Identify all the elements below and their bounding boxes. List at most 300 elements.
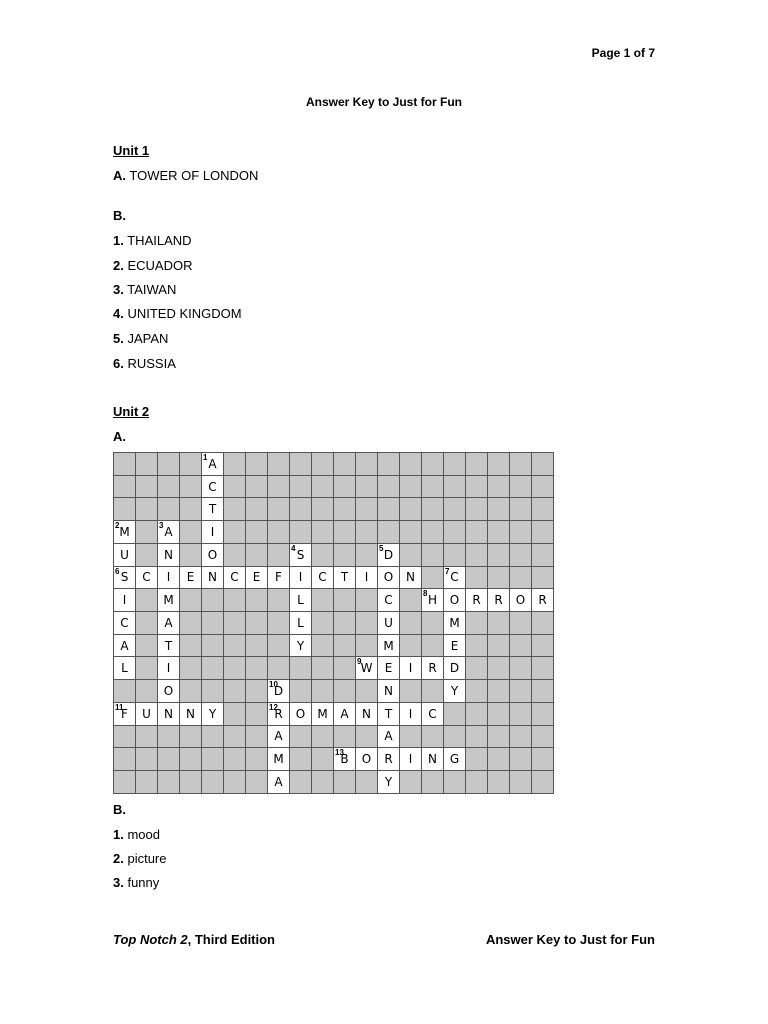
- crossword-blank-cell: [136, 521, 158, 544]
- book-edition: , Third Edition: [187, 932, 276, 947]
- crossword-letter: O: [295, 706, 306, 721]
- crossword-blank-cell: [532, 748, 554, 771]
- crossword-blank-cell: [136, 612, 158, 635]
- item-number: 1.: [113, 827, 124, 842]
- crossword-blank-cell: [312, 589, 334, 612]
- crossword-letter-cell: [268, 771, 290, 794]
- crossword-blank-cell: [356, 612, 378, 635]
- item-text: picture: [127, 851, 167, 866]
- crossword-letter-cell: [378, 703, 400, 726]
- crossword-letter: D: [449, 661, 460, 676]
- crossword-letter-cell: [378, 748, 400, 771]
- crossword-blank-cell: [422, 521, 444, 544]
- crossword-blank-cell: [180, 748, 202, 771]
- crossword-letter: I: [122, 593, 127, 608]
- crossword-blank-cell: [466, 657, 488, 680]
- crossword-blank-cell: [136, 453, 158, 476]
- unit1-a-label: A.: [113, 168, 126, 183]
- crossword-letter-cell: [422, 589, 444, 612]
- crossword-blank-cell: [488, 657, 510, 680]
- crossword-blank-cell: [400, 589, 422, 612]
- crossword-blank-cell: [136, 726, 158, 749]
- crossword-blank-cell: [444, 453, 466, 476]
- crossword-letter-cell: [378, 612, 400, 635]
- crossword-blank-cell: [466, 635, 488, 658]
- crossword-letter: A: [340, 706, 349, 721]
- crossword-blank-cell: [356, 635, 378, 658]
- crossword-letter-cell: [114, 635, 136, 658]
- crossword-letter-cell: [334, 703, 356, 726]
- crossword-letter: I: [408, 706, 413, 721]
- crossword-blank-cell: [510, 680, 532, 703]
- crossword-letter: I: [364, 570, 369, 585]
- crossword-letter: C: [450, 570, 459, 585]
- crossword-blank-cell: [224, 657, 246, 680]
- crossword-blank-cell: [356, 498, 378, 521]
- crossword-blank-cell: [136, 589, 158, 612]
- crossword-blank-cell: [158, 498, 180, 521]
- crossword-blank-cell: [488, 521, 510, 544]
- crossword-letter-cell: [378, 567, 400, 590]
- crossword-letter-cell: [114, 612, 136, 635]
- crossword-letter-cell: [290, 703, 312, 726]
- crossword-blank-cell: [114, 726, 136, 749]
- crossword-blank-cell: [136, 476, 158, 499]
- crossword-blank-cell: [114, 771, 136, 794]
- crossword-blank-cell: [224, 521, 246, 544]
- crossword-letter-cell: [158, 521, 180, 544]
- crossword-blank-cell: [532, 567, 554, 590]
- crossword-blank-cell: [312, 521, 334, 544]
- crossword-letter: I: [408, 661, 413, 676]
- crossword-blank-cell: [246, 635, 268, 658]
- crossword-letter: B: [340, 752, 349, 767]
- crossword-letter: Y: [208, 706, 217, 721]
- crossword-blank-cell: [488, 635, 510, 658]
- unit2-b-item: [113, 827, 160, 842]
- crossword-blank-cell: [334, 657, 356, 680]
- crossword-blank-cell: [246, 453, 268, 476]
- crossword-blank-cell: [268, 657, 290, 680]
- crossword-letter: A: [384, 729, 393, 744]
- crossword-letter: N: [384, 684, 393, 699]
- crossword-blank-cell: [136, 771, 158, 794]
- crossword-letter-cell: [312, 567, 334, 590]
- crossword-blank-cell: [180, 635, 202, 658]
- crossword-blank-cell: [356, 476, 378, 499]
- crossword-blank-cell: [246, 726, 268, 749]
- crossword-blank-cell: [356, 589, 378, 612]
- crossword-letter-cell: [290, 544, 312, 567]
- crossword-blank-cell: [180, 521, 202, 544]
- crossword-blank-cell: [422, 544, 444, 567]
- crossword-letter: N: [164, 706, 173, 721]
- crossword-blank-cell: [356, 521, 378, 544]
- crossword-blank-cell: [400, 726, 422, 749]
- crossword-letter-cell: [444, 680, 466, 703]
- crossword-blank-cell: [400, 680, 422, 703]
- crossword-letter-cell: [114, 544, 136, 567]
- crossword-letter: M: [383, 638, 394, 653]
- crossword-blank-cell: [180, 453, 202, 476]
- crossword-blank-cell: [180, 498, 202, 521]
- crossword-letter: I: [210, 525, 215, 540]
- crossword-blank-cell: [268, 544, 290, 567]
- crossword-blank-cell: [356, 771, 378, 794]
- footer-book-title: [113, 932, 275, 947]
- item-text: RUSSIA: [127, 356, 176, 371]
- crossword-letter: I: [408, 752, 413, 767]
- crossword-blank-cell: [532, 521, 554, 544]
- crossword-letter-cell: [158, 635, 180, 658]
- crossword-letter-cell: [356, 748, 378, 771]
- crossword-letter-cell: [444, 567, 466, 590]
- crossword-letter: C: [428, 706, 437, 721]
- crossword-letter-cell: [378, 657, 400, 680]
- crossword-blank-cell: [290, 453, 312, 476]
- crossword-letter: E: [252, 570, 261, 585]
- crossword-letter: C: [318, 570, 327, 585]
- crossword-letter-cell: [158, 680, 180, 703]
- document-title: Answer Key to Just for Fun: [305, 95, 463, 109]
- crossword-letter: C: [120, 615, 129, 630]
- crossword-blank-cell: [356, 726, 378, 749]
- crossword-blank-cell: [158, 771, 180, 794]
- item-number: 3.: [113, 282, 124, 297]
- crossword-letter-cell: [444, 589, 466, 612]
- page-number: Page 1 of 7: [591, 46, 655, 60]
- crossword-blank-cell: [510, 748, 532, 771]
- crossword-blank-cell: [488, 567, 510, 590]
- clue-number: 7: [445, 566, 450, 576]
- unit2-a-label: A.: [113, 429, 126, 444]
- crossword-letter: L: [297, 593, 304, 608]
- crossword-blank-cell: [158, 748, 180, 771]
- crossword-blank-cell: [224, 589, 246, 612]
- crossword-blank-cell: [422, 476, 444, 499]
- crossword-letter: C: [384, 593, 393, 608]
- item-text: UNITED KINGDOM: [127, 306, 242, 321]
- crossword-blank-cell: [202, 657, 224, 680]
- crossword-blank-cell: [334, 544, 356, 567]
- crossword-blank-cell: [466, 521, 488, 544]
- crossword-letter: R: [472, 593, 481, 608]
- item-number: 6.: [113, 356, 124, 371]
- crossword-letter-cell: [224, 567, 246, 590]
- crossword-blank-cell: [400, 521, 422, 544]
- crossword-blank-cell: [510, 703, 532, 726]
- crossword-blank-cell: [466, 453, 488, 476]
- crossword-blank-cell: [312, 635, 334, 658]
- crossword-blank-cell: [488, 612, 510, 635]
- crossword-blank-cell: [246, 521, 268, 544]
- crossword-blank-cell: [180, 612, 202, 635]
- crossword-blank-cell: [422, 567, 444, 590]
- crossword-letter: N: [428, 752, 437, 767]
- crossword-blank-cell: [400, 476, 422, 499]
- crossword-blank-cell: [246, 498, 268, 521]
- crossword-letter-cell: [114, 567, 136, 590]
- crossword-letter: A: [274, 729, 283, 744]
- crossword-blank-cell: [510, 544, 532, 567]
- crossword-letter-cell: [422, 703, 444, 726]
- clue-number: 6: [115, 566, 120, 576]
- crossword-letter: R: [274, 706, 283, 721]
- crossword-blank-cell: [290, 771, 312, 794]
- crossword-blank-cell: [510, 567, 532, 590]
- crossword-letter-cell: [180, 567, 202, 590]
- unit1-b-label: B.: [113, 208, 126, 223]
- crossword-blank-cell: [224, 453, 246, 476]
- crossword-blank-cell: [532, 657, 554, 680]
- crossword-letter: M: [273, 752, 284, 767]
- crossword-blank-cell: [290, 748, 312, 771]
- crossword-blank-cell: [532, 544, 554, 567]
- crossword-letter-cell: [158, 567, 180, 590]
- crossword-letter: N: [208, 570, 217, 585]
- crossword-blank-cell: [466, 544, 488, 567]
- crossword-blank-cell: [334, 680, 356, 703]
- crossword-blank-cell: [246, 680, 268, 703]
- crossword-letter: L: [297, 615, 304, 630]
- crossword-letter-cell: [356, 657, 378, 680]
- crossword-blank-cell: [444, 498, 466, 521]
- crossword-blank-cell: [400, 498, 422, 521]
- crossword-letter-cell: [202, 498, 224, 521]
- crossword-letter: O: [383, 570, 394, 585]
- crossword-blank-cell: [202, 748, 224, 771]
- crossword-blank-cell: [290, 498, 312, 521]
- crossword-letter: A: [274, 774, 283, 789]
- crossword-blank-cell: [378, 521, 400, 544]
- crossword-blank-cell: [180, 726, 202, 749]
- crossword-letter: D: [383, 547, 394, 562]
- crossword-letter: L: [121, 661, 128, 676]
- crossword-letter-cell: [510, 589, 532, 612]
- crossword-blank-cell: [488, 703, 510, 726]
- crossword-blank-cell: [268, 476, 290, 499]
- crossword-letter-cell: [268, 567, 290, 590]
- crossword-blank-cell: [378, 498, 400, 521]
- crossword-blank-cell: [488, 726, 510, 749]
- unit1-b-item: [113, 306, 242, 321]
- crossword-letter-cell: [444, 657, 466, 680]
- crossword-blank-cell: [290, 657, 312, 680]
- crossword-letter: E: [186, 570, 195, 585]
- crossword-letter-cell: [422, 748, 444, 771]
- unit1-heading: Unit 1: [113, 143, 150, 158]
- crossword-blank-cell: [246, 612, 268, 635]
- crossword-blank-cell: [136, 657, 158, 680]
- crossword-letter: A: [164, 525, 173, 540]
- crossword-letter: F: [121, 706, 128, 721]
- crossword-letter-cell: [202, 703, 224, 726]
- crossword-blank-cell: [224, 748, 246, 771]
- crossword-blank-cell: [334, 589, 356, 612]
- clue-number: 8: [423, 589, 428, 599]
- item-number: 1.: [113, 233, 124, 248]
- crossword-blank-cell: [444, 521, 466, 544]
- clue-number: 10: [269, 680, 278, 690]
- crossword-letter: C: [230, 570, 239, 585]
- crossword-letter: O: [515, 593, 526, 608]
- crossword-letter: U: [142, 706, 151, 721]
- crossword-blank-cell: [224, 544, 246, 567]
- crossword-letter: R: [494, 593, 503, 608]
- crossword-letter-cell: [268, 703, 290, 726]
- crossword-blank-cell: [510, 521, 532, 544]
- clue-number: 4: [291, 543, 296, 553]
- crossword-blank-cell: [224, 612, 246, 635]
- crossword-blank-cell: [334, 476, 356, 499]
- crossword-letter: O: [361, 752, 372, 767]
- crossword-blank-cell: [510, 612, 532, 635]
- item-text: THAILAND: [127, 233, 192, 248]
- item-number: 5.: [113, 331, 124, 346]
- crossword-letter-cell: [246, 567, 268, 590]
- crossword-blank-cell: [290, 680, 312, 703]
- crossword-blank-cell: [312, 453, 334, 476]
- crossword-blank-cell: [312, 748, 334, 771]
- clue-number: 9: [357, 657, 362, 667]
- unit1-b-item: [113, 282, 176, 297]
- crossword-blank-cell: [114, 453, 136, 476]
- crossword-blank-cell: [400, 635, 422, 658]
- crossword-letter-cell: [136, 567, 158, 590]
- crossword-letter-cell: [290, 612, 312, 635]
- crossword-blank-cell: [180, 680, 202, 703]
- crossword-blank-cell: [114, 476, 136, 499]
- crossword-letter-cell: [202, 544, 224, 567]
- crossword-letter: E: [450, 638, 459, 653]
- crossword-letter: N: [186, 706, 195, 721]
- crossword-blank-cell: [224, 476, 246, 499]
- item-text: JAPAN: [127, 331, 169, 346]
- crossword-blank-cell: [312, 476, 334, 499]
- crossword-blank-cell: [488, 498, 510, 521]
- crossword-letter-cell: [114, 589, 136, 612]
- crossword-blank-cell: [422, 680, 444, 703]
- crossword-letter: U: [384, 615, 393, 630]
- crossword-blank-cell: [400, 453, 422, 476]
- crossword-letter: G: [449, 752, 460, 767]
- crossword-letter: T: [340, 570, 349, 585]
- crossword-blank-cell: [224, 635, 246, 658]
- crossword-letter-cell: [202, 453, 224, 476]
- crossword-blank-cell: [466, 748, 488, 771]
- crossword-blank-cell: [488, 544, 510, 567]
- crossword-letter: N: [406, 570, 415, 585]
- crossword-blank-cell: [246, 703, 268, 726]
- item-text: funny: [127, 875, 160, 890]
- crossword-letter: Y: [296, 638, 305, 653]
- crossword-blank-cell: [180, 544, 202, 567]
- crossword-letter-cell: [444, 748, 466, 771]
- crossword-letter: Y: [384, 774, 393, 789]
- crossword-blank-cell: [400, 544, 422, 567]
- crossword-blank-cell: [466, 476, 488, 499]
- crossword-blank-cell: [202, 726, 224, 749]
- crossword-blank-cell: [268, 453, 290, 476]
- crossword-letter: A: [120, 638, 129, 653]
- crossword-blank-cell: [532, 498, 554, 521]
- crossword-letter-cell: [180, 703, 202, 726]
- book-title: Top Notch 2: [113, 932, 188, 947]
- crossword-letter: O: [163, 684, 174, 699]
- crossword-blank-cell: [180, 771, 202, 794]
- item-text: mood: [127, 827, 160, 842]
- crossword-blank-cell: [312, 544, 334, 567]
- crossword-blank-cell: [532, 726, 554, 749]
- crossword-blank-cell: [532, 612, 554, 635]
- crossword-letter-cell: [400, 703, 422, 726]
- crossword-letter-cell: [158, 544, 180, 567]
- crossword-letter: C: [142, 570, 151, 585]
- crossword-blank-cell: [444, 544, 466, 567]
- crossword-blank-cell: [444, 771, 466, 794]
- crossword-blank-cell: [510, 476, 532, 499]
- crossword-blank-cell: [532, 771, 554, 794]
- crossword-letter-cell: [444, 612, 466, 635]
- crossword-blank-cell: [466, 498, 488, 521]
- crossword-letter: T: [384, 706, 393, 721]
- crossword-blank-cell: [268, 589, 290, 612]
- crossword-blank-cell: [158, 726, 180, 749]
- crossword-blank-cell: [268, 498, 290, 521]
- crossword-blank-cell: [246, 589, 268, 612]
- crossword-letter-cell: [136, 703, 158, 726]
- unit2-heading: Unit 2: [113, 404, 150, 419]
- crossword-blank-cell: [180, 476, 202, 499]
- unit2-b-item: [113, 875, 159, 890]
- crossword-letter-cell: [158, 612, 180, 635]
- crossword-blank-cell: [532, 635, 554, 658]
- crossword-blank-cell: [246, 748, 268, 771]
- crossword-letter: S: [120, 570, 129, 585]
- crossword-blank-cell: [246, 544, 268, 567]
- crossword-blank-cell: [422, 726, 444, 749]
- crossword-letter-cell: [378, 589, 400, 612]
- crossword-blank-cell: [114, 748, 136, 771]
- crossword-letter: A: [208, 456, 217, 471]
- crossword-blank-cell: [356, 544, 378, 567]
- crossword-blank-cell: [312, 726, 334, 749]
- crossword-blank-cell: [510, 771, 532, 794]
- unit2-b-label: B.: [113, 802, 126, 817]
- crossword-letter-cell: [422, 657, 444, 680]
- crossword-letter: M: [163, 593, 174, 608]
- crossword-blank-cell: [136, 635, 158, 658]
- crossword-letter-cell: [356, 567, 378, 590]
- item-text: ECUADOR: [127, 258, 193, 273]
- crossword-letter: I: [166, 661, 171, 676]
- crossword-letter: T: [208, 502, 217, 517]
- clue-number: 11: [115, 702, 124, 712]
- crossword-blank-cell: [422, 635, 444, 658]
- crossword-blank-cell: [488, 748, 510, 771]
- crossword-blank-cell: [422, 453, 444, 476]
- unit1-a-text: TOWER OF LONDON: [129, 168, 259, 183]
- unit1-b-item: [113, 356, 176, 371]
- unit1-b-item: [113, 258, 192, 273]
- crossword-blank-cell: [334, 521, 356, 544]
- clue-number: 5: [379, 543, 384, 553]
- crossword-blank-cell: [400, 612, 422, 635]
- crossword-blank-cell: [378, 453, 400, 476]
- crossword-blank-cell: [466, 771, 488, 794]
- crossword-letter-cell: [290, 567, 312, 590]
- crossword-letter-cell: [268, 680, 290, 703]
